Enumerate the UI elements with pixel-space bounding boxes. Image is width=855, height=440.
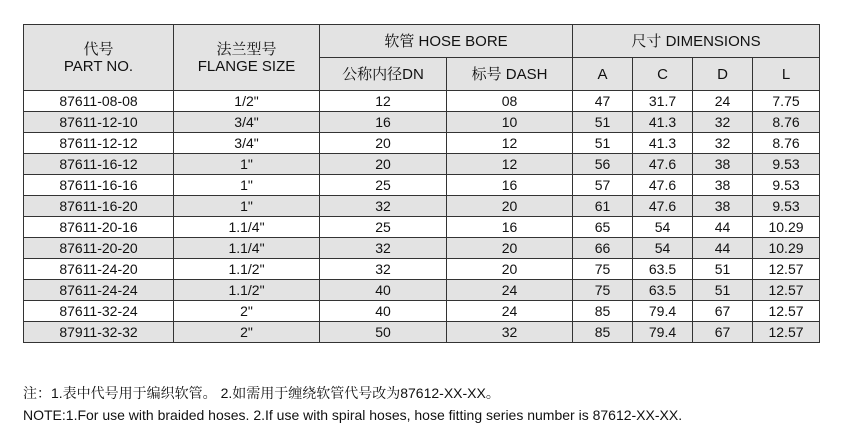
cell-part: 87611-24-20 bbox=[24, 259, 174, 280]
cell-c: 41.3 bbox=[633, 133, 693, 154]
cell-dash: 12 bbox=[447, 154, 573, 175]
table-row bbox=[24, 280, 820, 301]
cell-a: 47 bbox=[573, 91, 633, 112]
cell-part: 87611-20-20 bbox=[24, 238, 174, 259]
cell-part: 87611-12-10 bbox=[24, 112, 174, 133]
cell-d: 38 bbox=[693, 175, 753, 196]
cell-c: 54 bbox=[633, 217, 693, 238]
cell-dash: 20 bbox=[447, 259, 573, 280]
cell-d: 32 bbox=[693, 133, 753, 154]
cell-d: 67 bbox=[693, 322, 753, 343]
cell-a: 66 bbox=[573, 238, 633, 259]
cell-dn: 20 bbox=[320, 133, 447, 154]
cell-flange: 2" bbox=[174, 301, 320, 322]
cell-dn: 25 bbox=[320, 217, 447, 238]
cell-flange: 1" bbox=[174, 175, 320, 196]
cell-dn: 40 bbox=[320, 280, 447, 301]
header-dim-c: C bbox=[633, 58, 693, 91]
table-row bbox=[24, 175, 820, 196]
cell-part: 87611-16-16 bbox=[24, 175, 174, 196]
cell-d: 44 bbox=[693, 217, 753, 238]
cell-l: 12.57 bbox=[753, 280, 820, 301]
cell-dash: 20 bbox=[447, 196, 573, 217]
header-hose-dash: 标号 DASH bbox=[447, 58, 573, 91]
cell-dn: 32 bbox=[320, 259, 447, 280]
cell-dn: 50 bbox=[320, 322, 447, 343]
cell-dash: 08 bbox=[447, 91, 573, 112]
cell-d: 44 bbox=[693, 238, 753, 259]
cell-dn: 16 bbox=[320, 112, 447, 133]
cell-part: 87611-16-20 bbox=[24, 196, 174, 217]
cell-a: 65 bbox=[573, 217, 633, 238]
cell-d: 32 bbox=[693, 112, 753, 133]
cell-flange: 1" bbox=[174, 196, 320, 217]
cell-c: 79.4 bbox=[633, 322, 693, 343]
cell-d: 51 bbox=[693, 280, 753, 301]
cell-dash: 24 bbox=[447, 280, 573, 301]
cell-c: 79.4 bbox=[633, 301, 693, 322]
cell-flange: 1.1/2" bbox=[174, 259, 320, 280]
cell-c: 31.7 bbox=[633, 91, 693, 112]
table-row bbox=[24, 259, 820, 280]
cell-dn: 20 bbox=[320, 154, 447, 175]
cell-dn: 40 bbox=[320, 301, 447, 322]
cell-d: 38 bbox=[693, 196, 753, 217]
cell-l: 12.57 bbox=[753, 322, 820, 343]
header-part-no bbox=[24, 25, 174, 91]
table-row bbox=[24, 322, 820, 343]
cell-dn: 32 bbox=[320, 196, 447, 217]
cell-a: 57 bbox=[573, 175, 633, 196]
cell-part: 87611-32-24 bbox=[24, 301, 174, 322]
cell-dn: 25 bbox=[320, 175, 447, 196]
cell-c: 41.3 bbox=[633, 112, 693, 133]
cell-dash: 24 bbox=[447, 301, 573, 322]
cell-flange: 1.1/4" bbox=[174, 238, 320, 259]
header-flange-size bbox=[174, 25, 320, 91]
cell-dn: 12 bbox=[320, 91, 447, 112]
header-dimensions: 尺寸 DIMENSIONS bbox=[573, 25, 820, 58]
cell-l: 9.53 bbox=[753, 196, 820, 217]
cell-part: 87911-32-32 bbox=[24, 322, 174, 343]
cell-flange: 1.1/2" bbox=[174, 280, 320, 301]
cell-a: 51 bbox=[573, 112, 633, 133]
header-flange-en: FLANGE SIZE bbox=[197, 57, 296, 75]
header-part-no-en: PART NO. bbox=[63, 57, 134, 75]
table-row bbox=[24, 112, 820, 133]
cell-dn: 32 bbox=[320, 238, 447, 259]
cell-l: 12.57 bbox=[753, 301, 820, 322]
header-flange-cn: 法兰型号 bbox=[216, 40, 277, 58]
cell-d: 38 bbox=[693, 154, 753, 175]
header-hose-dn: 公称内径DN bbox=[320, 58, 447, 91]
cell-l: 9.53 bbox=[753, 175, 820, 196]
cell-d: 67 bbox=[693, 301, 753, 322]
cell-flange: 3/4" bbox=[174, 112, 320, 133]
cell-flange: 1" bbox=[174, 154, 320, 175]
header-dim-d: D bbox=[693, 58, 753, 91]
table-row bbox=[24, 217, 820, 238]
cell-flange: 1.1/4" bbox=[174, 217, 320, 238]
cell-dash: 16 bbox=[447, 217, 573, 238]
cell-flange: 3/4" bbox=[174, 133, 320, 154]
cell-part: 87611-20-16 bbox=[24, 217, 174, 238]
cell-part: 87611-16-12 bbox=[24, 154, 174, 175]
cell-a: 61 bbox=[573, 196, 633, 217]
table-body bbox=[24, 91, 820, 343]
cell-dash: 32 bbox=[447, 322, 573, 343]
table-row bbox=[24, 301, 820, 322]
cell-part: 87611-08-08 bbox=[24, 91, 174, 112]
dimensions-table bbox=[23, 24, 820, 343]
header-dim-a: A bbox=[573, 58, 633, 91]
cell-a: 85 bbox=[573, 301, 633, 322]
cell-l: 7.75 bbox=[753, 91, 820, 112]
cell-dash: 16 bbox=[447, 175, 573, 196]
cell-a: 51 bbox=[573, 133, 633, 154]
cell-a: 75 bbox=[573, 280, 633, 301]
header-hose-bore: 软管 HOSE BORE bbox=[320, 25, 573, 58]
cell-c: 47.6 bbox=[633, 196, 693, 217]
note-cn: 注：1.表中代号用于编织软管。 2.如需用于缠绕软管代号改为87612-XX-XX。 bbox=[23, 385, 500, 401]
table-row bbox=[24, 196, 820, 217]
cell-l: 8.76 bbox=[753, 133, 820, 154]
cell-c: 54 bbox=[633, 238, 693, 259]
cell-c: 47.6 bbox=[633, 154, 693, 175]
cell-c: 47.6 bbox=[633, 175, 693, 196]
cell-c: 63.5 bbox=[633, 280, 693, 301]
cell-a: 75 bbox=[573, 259, 633, 280]
cell-dash: 12 bbox=[447, 133, 573, 154]
table-row bbox=[24, 133, 820, 154]
cell-l: 9.53 bbox=[753, 154, 820, 175]
cell-dash: 20 bbox=[447, 238, 573, 259]
header-part-no-cn: 代号 bbox=[83, 40, 114, 58]
cell-l: 10.29 bbox=[753, 238, 820, 259]
notes bbox=[23, 382, 682, 426]
table-row bbox=[24, 91, 820, 112]
cell-dash: 10 bbox=[447, 112, 573, 133]
cell-l: 10.29 bbox=[753, 217, 820, 238]
cell-part: 87611-24-24 bbox=[24, 280, 174, 301]
cell-a: 85 bbox=[573, 322, 633, 343]
cell-flange: 2" bbox=[174, 322, 320, 343]
cell-l: 8.76 bbox=[753, 112, 820, 133]
cell-d: 24 bbox=[693, 91, 753, 112]
cell-l: 12.57 bbox=[753, 259, 820, 280]
table-row bbox=[24, 238, 820, 259]
header-dim-l: L bbox=[753, 58, 820, 91]
cell-a: 56 bbox=[573, 154, 633, 175]
cell-part: 87611-12-12 bbox=[24, 133, 174, 154]
note-en: NOTE:1.For use with braided hoses. 2.If use with spiral hoses, hose fitting series number is 87612-XX-XX. bbox=[23, 407, 683, 423]
cell-flange: 1/2" bbox=[174, 91, 320, 112]
table-row bbox=[24, 154, 820, 175]
cell-d: 51 bbox=[693, 259, 753, 280]
cell-c: 63.5 bbox=[633, 259, 693, 280]
